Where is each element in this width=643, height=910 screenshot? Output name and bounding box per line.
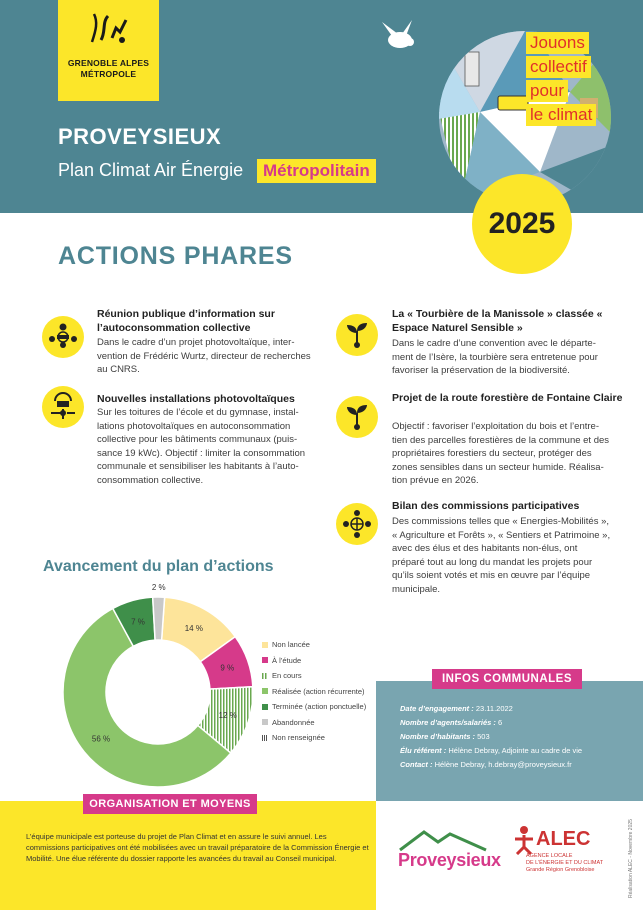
action-text xyxy=(392,515,632,596)
action-icon-bg xyxy=(336,503,378,545)
action-text xyxy=(97,336,332,377)
action-text-line: zones sensibles dans un secteur humide. Réalisa- xyxy=(392,461,604,473)
action-text-line: Dans le cadre d’un projet photovoltaïque, inter- xyxy=(97,337,295,348)
legend-swatch xyxy=(262,719,268,725)
slogan-line: Jouons xyxy=(526,32,589,54)
info-label: Contact : xyxy=(400,760,433,769)
info-label: Nombre d’agents/salariés : xyxy=(400,718,496,727)
legend-item xyxy=(262,718,315,727)
logo-line-2: MÉTROPOLE xyxy=(80,69,137,79)
meeting-icon xyxy=(47,321,79,353)
solar-energy-icon xyxy=(47,391,79,423)
slogan-line: pour xyxy=(526,80,568,102)
action-icon-bg xyxy=(336,396,378,438)
legend-item xyxy=(262,640,310,649)
alec-subtitle-line: DE L’ÉNERGIE ET DU CLIMAT xyxy=(526,860,604,866)
legend-swatch xyxy=(262,688,268,694)
action-text-line: favoriser la préservation de la biodiversité. xyxy=(392,365,570,376)
slogan xyxy=(526,32,626,128)
legend-swatch xyxy=(262,657,268,663)
action-text-line: propriétaires forestiers du secteur, protéger des xyxy=(392,448,592,459)
logo-line-1: GRENOBLE ALPES xyxy=(67,58,150,68)
participation-icon xyxy=(341,508,373,540)
action-icon-bg xyxy=(42,386,84,428)
action-text-line: municipale. xyxy=(392,583,441,595)
organisation-text: L’équipe municipale est porteuse du projet de Plan Climat et en assure le suivi annuel. Les commissions participatives ont été mobilisées avec un travail préparatoire de la Commission Énergie et Mobilité. Une élue référente du dossier rapporte les avancées du travail au Conseil municipal. xyxy=(26,832,369,863)
info-row xyxy=(400,718,502,727)
credit-text: Réalisation ALEC - Novembre 2025 xyxy=(628,819,634,898)
legend-label: Non lancée xyxy=(272,640,310,649)
action-title: Réunion publique d’information sur l’autoconsommation collective xyxy=(97,308,275,334)
section-title: ACTIONS PHARES xyxy=(58,242,293,270)
info-value: 23.11.2022 xyxy=(475,704,513,713)
nature-thermometer-icon xyxy=(341,319,373,351)
alec-subtitle-line: Grande Région Grenobloise xyxy=(526,867,595,873)
action-text-line: Dans le cadre d’une convention avec le départe- xyxy=(392,338,596,349)
legend-label: Non renseignée xyxy=(272,733,325,742)
action-text xyxy=(97,406,332,487)
donut-slice-label: 9 % xyxy=(220,663,235,673)
action-text-line: collective pour les bâtiments communaux (puis- xyxy=(97,434,298,445)
slogan-line: collectif xyxy=(526,56,591,78)
plan-highlight: Métropolitain xyxy=(257,159,376,183)
legend-item xyxy=(262,702,366,711)
infos-title: INFOS COMMUNALES xyxy=(432,669,582,689)
action-text-line: Sur les toitures de l’école et du gymnase, instal- xyxy=(97,407,299,418)
metropole-emblem-icon xyxy=(86,10,131,50)
action-title: La « Tourbière de la Manissole » classée « Espace Naturel Sensible » xyxy=(392,308,603,334)
donut-slice-label: 7 % xyxy=(131,617,145,627)
proveysieux-logo-text: Proveysieux xyxy=(398,850,501,870)
action-text-line: sance 19 kWc). Objectif : limiter la consommation xyxy=(97,447,306,459)
alec-subtitle-line: AGENCE LOCALE xyxy=(526,853,573,859)
action-text-line: consommation collective. xyxy=(97,474,204,486)
info-value: 503 xyxy=(477,732,490,741)
info-label: Élu référent : xyxy=(400,746,447,755)
organisation-panel xyxy=(0,801,376,910)
action-text-line: communale et sensibiliser les habitants à l’auto- xyxy=(97,461,299,472)
plan-title: Plan Climat Air Énergie xyxy=(58,160,244,180)
alec-logo-text: ALEC xyxy=(536,828,591,850)
legend-item xyxy=(262,733,325,742)
action-text-line: avec des élus et des habitants non-élus, ont xyxy=(392,543,578,554)
year-text: 2025 xyxy=(488,207,556,240)
legend-swatch xyxy=(262,735,268,741)
legend-label: Terminée (action ponctuelle) xyxy=(272,702,367,711)
action-text-line: Objectif : favoriser l’exploitation du bois et l’entre- xyxy=(392,421,599,432)
info-row xyxy=(400,746,582,755)
legend-item xyxy=(262,671,302,680)
slogan-line: le climat xyxy=(526,104,596,126)
action-text-line: Des commissions telles que « Energies-Mobilités », xyxy=(392,516,610,527)
action-text-line: vention de Frédéric Wurtz, directeur de recherches xyxy=(97,350,311,362)
legend-swatch xyxy=(262,673,268,679)
proveysieux-mountain-icon xyxy=(398,828,488,852)
info-row xyxy=(400,704,513,713)
progress-donut-chart xyxy=(58,582,258,792)
year-badge xyxy=(472,174,572,274)
chart-title: Avancement du plan d’actions xyxy=(43,558,274,575)
action-text-line: préparé tout au long du mandat les projets pour xyxy=(392,556,593,568)
metropole-logo xyxy=(58,0,159,101)
donut-slice-label: 56 % xyxy=(91,734,111,744)
donut-slice-label: 14 % xyxy=(184,623,203,633)
action-text xyxy=(392,420,632,488)
commune-title: PROVEYSIEUX xyxy=(58,124,222,149)
organisation-title: ORGANISATION ET MOYENS xyxy=(83,794,257,814)
action-text-line: lations photovoltaïques en autoconsommation xyxy=(97,420,291,432)
legend-label: À l’étude xyxy=(272,655,302,665)
legend-label: Abandonnée xyxy=(272,717,315,727)
legend-swatch xyxy=(262,704,268,710)
info-label: Date d’engagement : xyxy=(400,704,474,713)
action-text-line: « Agriculture et Forêts », « Sentiers et Patrimoine », xyxy=(392,529,611,541)
action-title: Bilan des commissions participatives xyxy=(392,500,580,512)
action-icon-bg xyxy=(42,316,84,358)
legend-swatch xyxy=(262,642,268,648)
action-text-line: ment de l’Isère, la tourbière sera entretenue pour xyxy=(392,351,598,363)
info-value: 6 xyxy=(497,718,503,727)
action-icon-bg xyxy=(336,314,378,356)
forest-icon xyxy=(341,401,373,433)
action-title: Projet de la route forestière de Fontaine Claire xyxy=(392,392,623,404)
alec-figure-icon xyxy=(510,825,538,855)
alec-subtitle xyxy=(526,853,603,874)
action-text-line: tien des parcelles forestières de la commune et des xyxy=(392,434,610,446)
bird-icon xyxy=(372,14,422,56)
action-text xyxy=(392,337,627,378)
info-value: Hélène Debray, Adjointe au cadre de vie xyxy=(448,746,583,755)
info-value: Hélène Debray, h.debray@proveysieux.fr xyxy=(434,760,572,769)
legend-label: Réalisée (action récurrente) xyxy=(272,686,365,696)
action-text-line: qu’ils soient votés et mis en œuvre par l’équipe xyxy=(392,570,591,581)
donut-slice-label: 12 % xyxy=(218,711,237,721)
legend-label: En cours xyxy=(272,671,302,680)
action-text-line: au CNRS. xyxy=(97,364,140,375)
info-label: Nombre d’habitants : xyxy=(400,732,476,741)
action-text-line: tion prévue en 2026. xyxy=(392,475,479,486)
donut-slice-label: 2 % xyxy=(151,583,166,593)
info-row xyxy=(400,760,572,769)
infos-panel xyxy=(376,681,643,801)
info-row xyxy=(400,732,490,741)
action-title: Nouvelles installations photovoltaïques xyxy=(97,393,295,405)
legend-item xyxy=(262,656,301,665)
legend-item xyxy=(262,687,365,696)
